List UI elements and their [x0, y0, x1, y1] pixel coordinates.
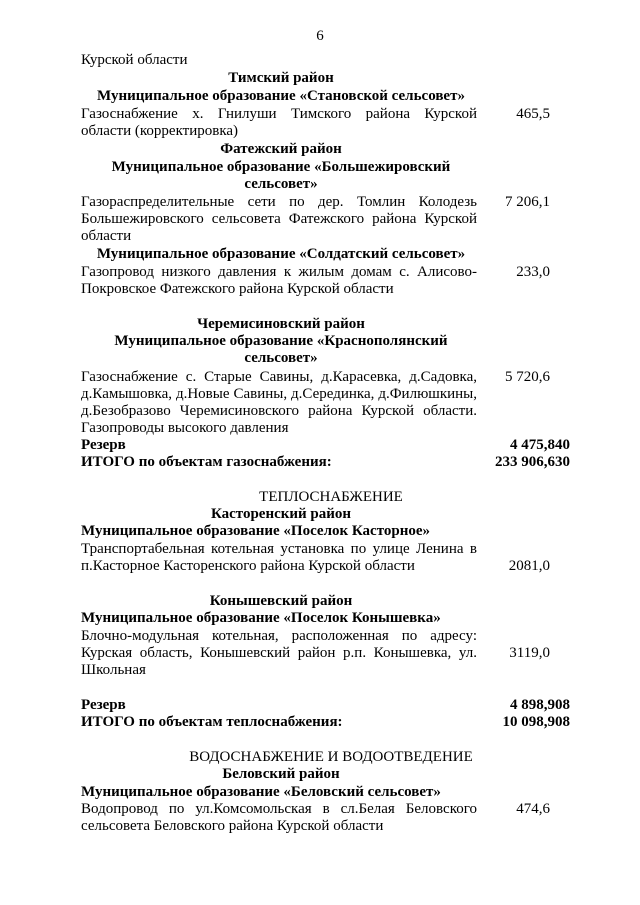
object-description: п.Касторное Касторенского района Курской области	[81, 558, 415, 574]
object-description: Большежировского сельсовета Фатежского района Курской	[81, 211, 477, 227]
municipality-heading: Муниципальное образование «Солдатский сельсовет»	[96, 246, 466, 262]
object-description: Школьная	[81, 662, 146, 678]
municipality-heading: Муниципальное образование «Поселок Конышевка»	[81, 610, 441, 626]
reserve-value: 4 475,840	[510, 437, 570, 453]
object-description: д.Камышовка, д.Новые Савины, д.Серединка, д.Филюшкины,	[81, 386, 477, 402]
total-value: 233 906,630	[495, 454, 570, 470]
municipality-heading: Муниципальное образование «Беловский сельсовет»	[81, 784, 441, 800]
district-heading: Тимский район	[228, 70, 334, 86]
object-description: сельсовета Беловского района Курской области	[81, 818, 384, 834]
amount-value: 3119,0	[509, 645, 550, 661]
object-description: Газопроводы высокого давления	[81, 420, 289, 436]
total-value: 10 098,908	[502, 714, 570, 730]
total-label: ИТОГО по объектам газоснабжения:	[81, 454, 332, 470]
municipality-heading: Муниципальное образование «Большежировский	[111, 159, 451, 175]
object-description: Газоснабжение с. Старые Савины, д.Карасевка, д.Садовка,	[81, 369, 477, 385]
district-heading: Касторенский район	[210, 506, 352, 522]
amount-value: 474,6	[516, 801, 550, 817]
object-description: Блочно-модульная котельная, расположенная по адресу:	[81, 628, 477, 644]
amount-value: 7 206,1	[505, 194, 550, 210]
district-heading: Черемисиновский район	[197, 316, 365, 332]
amount-value: 465,5	[516, 106, 550, 122]
section-heading: ВОДОСНАБЖЕНИЕ И ВОДООТВЕДЕНИЕ	[189, 749, 473, 765]
reserve-value: 4 898,908	[510, 697, 570, 713]
page-number: 6	[316, 28, 324, 44]
object-description: Водопровод по ул.Комсомольская в сл.Белая Беловского	[81, 801, 477, 817]
amount-value: 2081,0	[508, 558, 550, 574]
object-description: Транспортабельная котельная установка по улице Ленина в	[81, 541, 477, 557]
reserve-label: Резерв	[81, 437, 126, 453]
district-heading: Фатежский район	[220, 141, 342, 157]
section-heading: ТЕПЛОСНАБЖЕНИЕ	[259, 489, 403, 505]
municipality-heading: сельсовет»	[244, 176, 318, 192]
object-description: области	[81, 228, 132, 244]
reserve-label: Резерв	[81, 697, 126, 713]
object-description: Курская область, Конышевский район р.п. Конышевка, ул.	[81, 645, 477, 661]
object-description: Газоснабжение х. Гнилуши Тимского района Курской	[81, 106, 477, 122]
amount-value: 5 720,6	[505, 369, 550, 385]
object-description: д.Безобразово Черемисиновского района Курской области.	[81, 403, 477, 419]
object-description: области (корректировка)	[81, 123, 239, 139]
municipality-heading: Муниципальное образование «Поселок Касторное»	[81, 523, 431, 539]
total-label: ИТОГО по объектам теплоснабжения:	[81, 714, 343, 730]
object-description: Газораспределительные сети по дер. Томлин Колодезь	[81, 194, 477, 210]
district-heading: Беловский район	[222, 766, 340, 782]
municipality-heading: сельсовет»	[244, 350, 318, 366]
object-description: Покровское Фатежского района Курской области	[81, 281, 394, 297]
district-heading: Конышевский район	[209, 593, 353, 609]
text-line: Курской области	[81, 52, 188, 68]
municipality-heading: Муниципальное образование «Становской сельсовет»	[97, 88, 465, 104]
object-description: Газопровод низкого давления к жилым домам с. Алисово-	[81, 264, 477, 280]
amount-value: 233,0	[516, 264, 550, 280]
municipality-heading: Муниципальное образование «Краснополянский	[114, 333, 448, 349]
